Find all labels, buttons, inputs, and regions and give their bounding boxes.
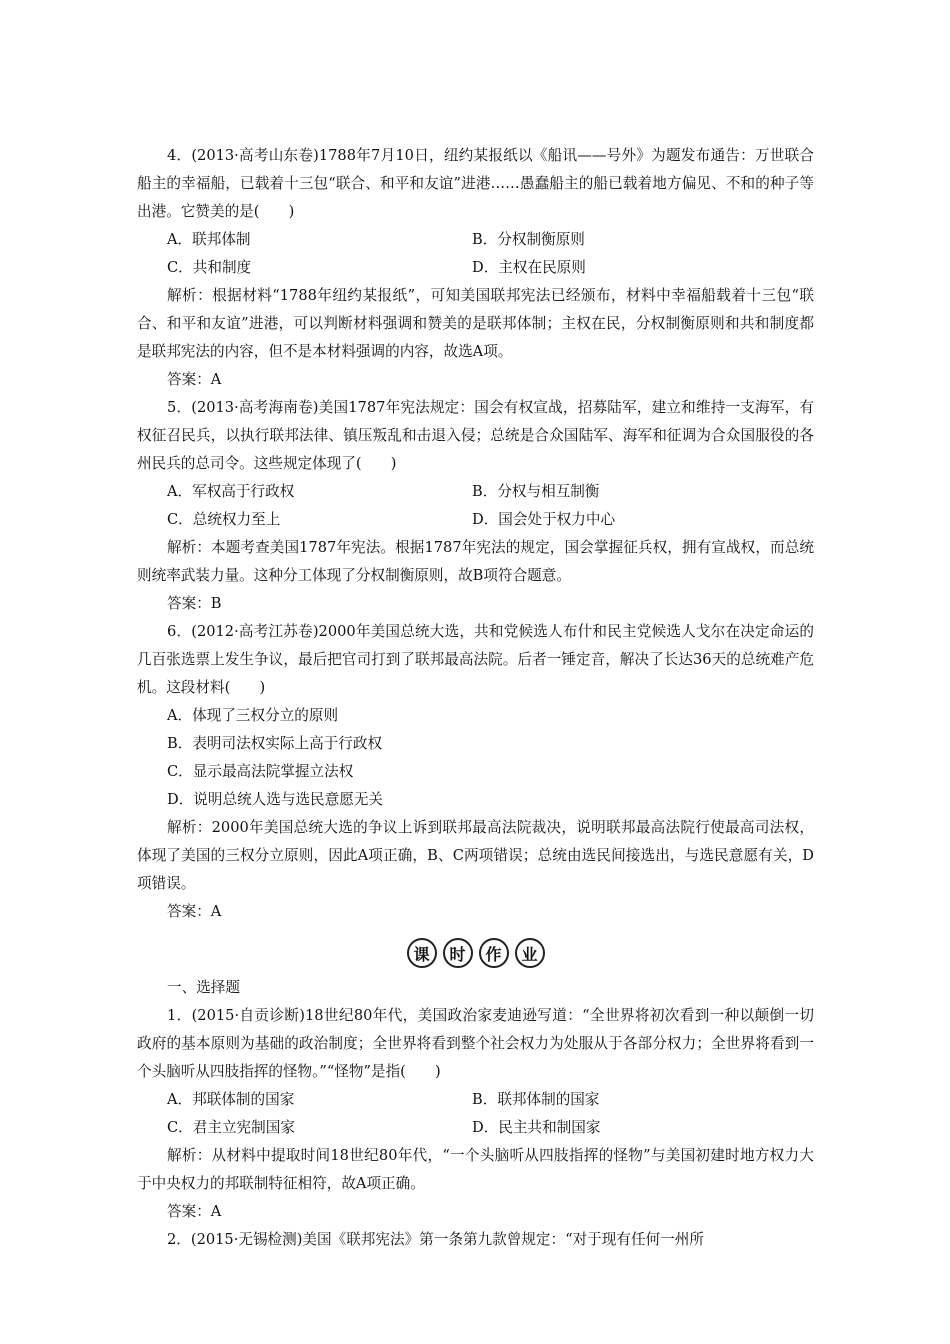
option-d: D．民主共和制国家 [472,1119,601,1136]
question-6-stem: 6．(2012·高考江苏卷)2000年美国总统大选，共和党候选人布什和民主党候选人戈尔在决定命运的几百张选票上发生争议，最后把官司打到了联邦最高法院。后者一锤定音，解决了长达36天的总统难产危机。这段材料( ) [137,623,814,696]
question-5-analysis: 解析：本题考查美国1787年宪法。根据1787年宪法的规定，国会掌握征兵权，拥有宣战权，而总统则统率武装力量。这种分工体现了分权制衡原则，故B项符合题意。 [137,539,814,584]
option-c: C．共和制度 [167,259,252,276]
option-c: C．总统权力至上 [167,511,281,528]
question-5-options-row-1 [137,478,814,506]
homework-question-2-stem: 2．(2015·无锡检测)美国《联邦宪法》第一条第九款曾规定：“对于现有任何一州所 [167,1231,704,1248]
option-a: A．军权高于行政权 [167,483,295,500]
option-b: B．联邦体制的国家 [472,1091,600,1108]
option-a: A．体现了三权分立的原则 [167,707,339,724]
question-5-answer: 答案：B [167,595,222,612]
banner-char: 课 [407,938,437,968]
question-5-options-row-2 [137,506,814,534]
question-6-answer: 答案：A [167,903,222,920]
banner-char: 时 [443,938,473,968]
option-c: C．君主立宪制国家 [167,1119,295,1136]
homework-question-1-options-row-1 [137,1086,814,1114]
question-4-stem: 4．(2013·高考山东卷)1788年7月10日，纽约某报纸以《船讯——号外》为题发布通告：万世联合船主的幸福船，已载着十三包“联合、和平和友谊”进港……愚蠢船主的船已载着地方偏见、不和的种子等出港。它赞美的是( ) [137,147,814,220]
homework-question-1-answer: 答案：A [167,1203,222,1220]
question-4-answer: 答案：A [167,371,222,388]
homework-banner [137,936,814,970]
question-4-options-row-2 [137,254,814,282]
option-b: B．分权制衡原则 [472,231,585,248]
option-d: D．主权在民原则 [472,259,586,276]
banner-char: 作 [479,938,509,968]
section-title: 一、选择题 [167,979,240,996]
option-c: C．显示最高法院掌握立法权 [167,763,354,780]
question-5-stem: 5．(2013·高考海南卷)美国1787年宪法规定：国会有权宣战，招募陆军，建立和维持一支海军，有权征召民兵，以执行联邦法律、镇压叛乱和击退入侵；总统是合众国陆军、海军和征调为合众国服役的各州民兵的总司令。这些规定体现了( ) [137,399,814,472]
option-a: A．邦联体制的国家 [167,1091,295,1108]
question-6-analysis: 解析：2000年美国总统大选的争议上诉到联邦最高法院裁决，说明联邦最高法院行使最高司法权，体现了美国的三权分立原则，因此A项正确，B、C两项错误；总统由选民间接选出，与选民意愿有关，D项错误。 [137,819,814,892]
homework-question-1-options-row-2 [137,1114,814,1142]
homework-question-1-analysis: 解析：从材料中提取时间18世纪80年代，“一个头脑听从四肢指挥的怪物”与美国初建时地方权力大于中央权力的邦联制特征相符，故A项正确。 [137,1147,814,1192]
banner-char: 业 [515,938,545,968]
homework-question-1-stem: 1．(2015·自贡诊断)18世纪80年代，美国政治家麦迪逊写道：“全世界将初次看到一种以颠倒一切政府的基本原则为基础的政治制度；全世界将看到整个社会权力为处服从于各部分权力；全世界将看到一个头脑听从四肢指挥的怪物。”“怪物”是指( ) [137,1007,814,1080]
option-b: B．表明司法权实际上高于行政权 [167,735,383,752]
question-4-options-row-1 [137,226,814,254]
option-a: A．联邦体制 [167,231,251,248]
question-4-analysis: 解析：根据材料“1788年纽约某报纸”，可知美国联邦宪法已经颁布，材料中幸福船载着十三包“联合、和平和友谊”进港，可以判断材料强调和赞美的是联邦体制；主权在民，分权制衡原则和共和制度都是联邦宪法的内容，但不是本材料强调的内容，故选A项。 [137,287,814,360]
option-b: B．分权与相互制衡 [472,483,600,500]
option-d: D．国会处于权力中心 [472,511,616,528]
option-d: D．说明总统人选与选民意愿无关 [167,791,384,808]
document-content [137,142,814,1254]
